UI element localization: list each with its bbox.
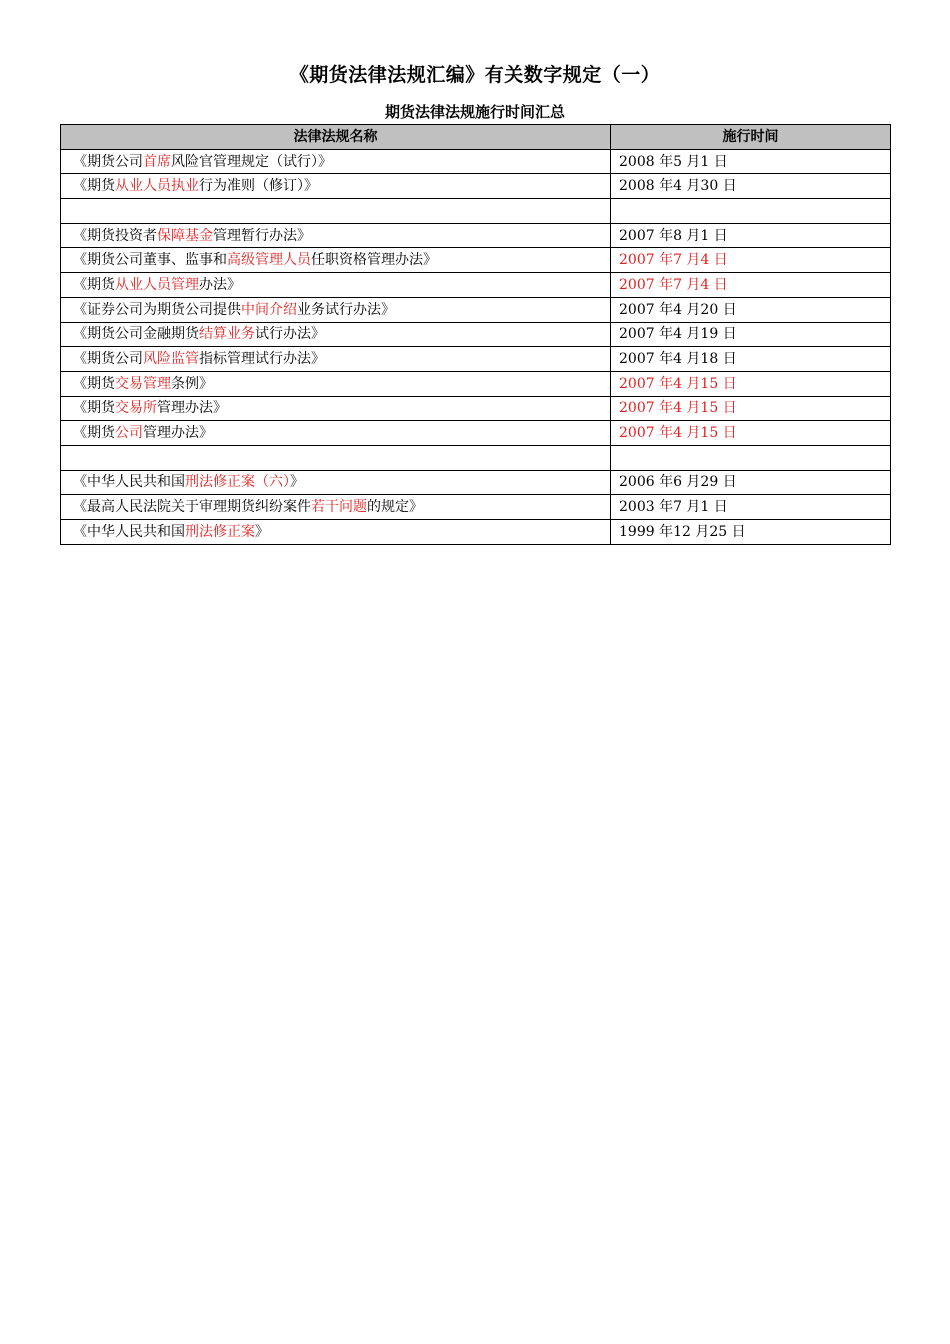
highlighted-keyword: 中间介绍 xyxy=(241,301,297,318)
law-name-text: 《期货公司金融期货 xyxy=(73,326,199,343)
law-name-cell xyxy=(61,421,611,446)
law-name-text: 的规定》 xyxy=(367,499,423,516)
law-name-text: 试行办法》 xyxy=(255,326,325,343)
table-body xyxy=(61,149,891,544)
law-name-text: 管理暂行办法》 xyxy=(213,227,311,244)
effective-date-cell: 2007 年4 月15 日 xyxy=(611,421,891,446)
table-row xyxy=(61,248,891,273)
column-header-date: 施行时间 xyxy=(611,125,891,150)
law-name-text: 风险官管理规定（试行）》 xyxy=(171,153,332,170)
effective-date-cell: 2007 年4 月20 日 xyxy=(611,297,891,322)
law-name-text: 业务试行办法》 xyxy=(297,301,395,318)
law-name-cell xyxy=(61,149,611,174)
effective-date-cell xyxy=(611,199,891,224)
law-name-cell xyxy=(61,445,611,470)
effective-date-cell: 2007 年4 月15 日 xyxy=(611,371,891,396)
table-row xyxy=(61,371,891,396)
law-name-text: 《中华人民共和国 xyxy=(73,474,185,491)
highlighted-keyword: 高级管理人员 xyxy=(227,252,311,269)
law-name-cell xyxy=(61,371,611,396)
law-name-text: 管理办法》 xyxy=(157,400,227,417)
table-row xyxy=(61,421,891,446)
table-row xyxy=(61,520,891,545)
law-name-text: 条例》 xyxy=(171,375,213,392)
highlighted-keyword: 首席 xyxy=(143,153,171,170)
table-row xyxy=(61,223,891,248)
highlighted-keyword: 交易管理 xyxy=(115,375,171,392)
highlighted-keyword: 交易所 xyxy=(115,400,157,417)
law-name-cell xyxy=(61,495,611,520)
effective-date-cell: 2006 年6 月29 日 xyxy=(611,470,891,495)
table-row xyxy=(61,396,891,421)
highlighted-keyword: 从业人员管理 xyxy=(115,276,199,293)
law-name-cell xyxy=(61,248,611,273)
law-name-text: 《期货 xyxy=(73,276,115,293)
effective-date-cell xyxy=(611,445,891,470)
effective-date-cell: 2008 年4 月30 日 xyxy=(611,174,891,199)
law-name-text: 《期货 xyxy=(73,400,115,417)
effective-date-cell: 2007 年4 月19 日 xyxy=(611,322,891,347)
law-name-text: 》 xyxy=(290,474,304,491)
table-row xyxy=(61,347,891,372)
law-name-cell xyxy=(61,223,611,248)
law-name-cell xyxy=(61,470,611,495)
table-row xyxy=(61,445,891,470)
law-name-cell xyxy=(61,174,611,199)
table-row xyxy=(61,297,891,322)
law-name-cell xyxy=(61,396,611,421)
table-header-row xyxy=(61,125,891,150)
table-row xyxy=(61,273,891,298)
law-name-text: 《期货 xyxy=(73,425,115,442)
effective-date-cell: 1999 年12 月25 日 xyxy=(611,520,891,545)
law-name-text: 《期货投资者 xyxy=(73,227,157,244)
highlighted-keyword: 风险监管 xyxy=(143,351,199,368)
effective-date-cell: 2007 年8 月1 日 xyxy=(611,223,891,248)
law-name-text: 《期货公司董事、监事和 xyxy=(73,252,227,269)
law-name-cell xyxy=(61,322,611,347)
table-row xyxy=(61,495,891,520)
law-name-text: 《期货 xyxy=(73,375,115,392)
effective-date-cell: 2008 年5 月1 日 xyxy=(611,149,891,174)
law-name-text: 《期货公司 xyxy=(73,153,143,170)
document-title: 《期货法律法规汇编》有关数字规定（一） xyxy=(289,64,661,86)
law-name-cell xyxy=(61,520,611,545)
law-name-text: 管理办法》 xyxy=(143,425,213,442)
highlighted-keyword: 刑法修正案（六） xyxy=(185,474,290,491)
law-name-cell xyxy=(61,297,611,322)
table-caption: 期货法律法规施行时间汇总 xyxy=(384,103,565,121)
effective-date-cell: 2007 年7 月4 日 xyxy=(611,248,891,273)
law-name-text: 《中华人民共和国 xyxy=(73,523,185,540)
table-row xyxy=(61,470,891,495)
law-name-text: 《期货公司 xyxy=(73,351,143,368)
law-name-text: 》 xyxy=(255,523,269,540)
law-name-cell xyxy=(61,347,611,372)
law-name-text: 《最高人民法院关于审理期货纠纷案件 xyxy=(73,499,311,516)
regulations-table xyxy=(60,124,891,545)
law-name-cell xyxy=(61,199,611,224)
law-name-cell xyxy=(61,273,611,298)
table-row xyxy=(61,174,891,199)
table-row xyxy=(61,322,891,347)
highlighted-keyword: 若干问题 xyxy=(311,499,367,516)
table-row xyxy=(61,199,891,224)
highlighted-keyword: 保障基金 xyxy=(157,227,213,244)
highlighted-keyword: 刑法修正案 xyxy=(185,523,255,540)
column-header-name: 法律法规名称 xyxy=(61,125,611,150)
law-name-text: 办法》 xyxy=(199,276,241,293)
highlighted-keyword: 结算业务 xyxy=(199,326,255,343)
highlighted-keyword: 公司 xyxy=(115,425,143,442)
effective-date-cell: 2007 年7 月4 日 xyxy=(611,273,891,298)
law-name-text: 指标管理试行办法》 xyxy=(199,351,325,368)
effective-date-cell: 2007 年4 月15 日 xyxy=(611,396,891,421)
law-name-text: 任职资格管理办法》 xyxy=(311,252,437,269)
table-row xyxy=(61,149,891,174)
highlighted-keyword: 从业人员执业 xyxy=(115,178,199,195)
law-name-text: 行为准则（修订）》 xyxy=(199,178,318,195)
law-name-text: 《证券公司为期货公司提供 xyxy=(73,301,241,318)
effective-date-cell: 2007 年4 月18 日 xyxy=(611,347,891,372)
effective-date-cell: 2003 年7 月1 日 xyxy=(611,495,891,520)
law-name-text: 《期货 xyxy=(73,178,115,195)
